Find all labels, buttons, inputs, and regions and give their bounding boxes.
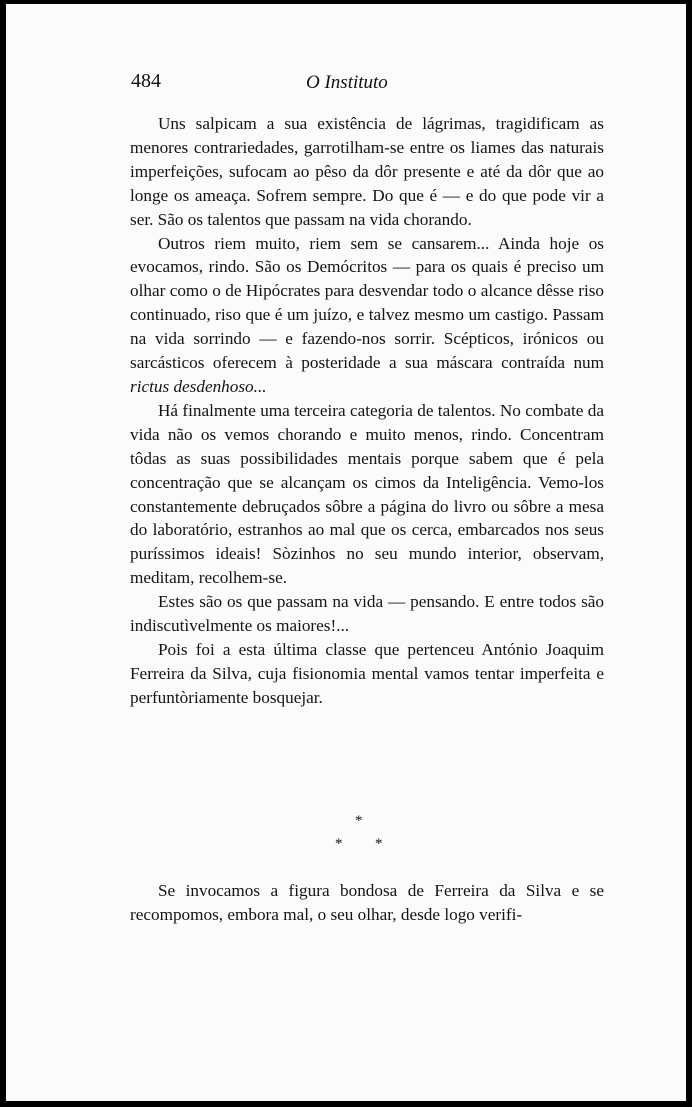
paragraph-5: Pois foi a esta última classe que pertenceu António Joaquim Ferreira da Silva, cuja fisionomia mental vamos tentar imperfeita e perfuntòriamente bosquejar. [130,639,604,707]
asterism-star-right: * [375,836,383,852]
running-title: O Instituto [306,72,388,93]
book-page [6,4,686,1101]
closing-paragraph: Se invocamos a figura bondosa de Ferreira da Silva e se recompomos, embora mal, o seu olhar, desde logo verifi- [130,881,604,924]
paragraph-2 [130,232,604,399]
page-number: 484 [131,70,161,92]
paragraph-2-text: Outros riem muito, riem sem se cansarem... Ainda hoje os evocamos, rindo. São os Demócritos — para os quais é preciso um olhar como o de Hipócrates para desvendar todo o alcance dêsse riso continuado, riso que é um juízo, e talvez mesmo um castigo. Passam na vida sorrindo — e fazendo-nos sorrir. Scépticos, irónicos ou sarcásticos oferecem à posteridade a sua máscara contraída num [130,233,604,373]
main-text-block [130,112,604,710]
section-break-asterism [326,814,396,858]
asterism-star-left: * [335,836,343,852]
asterism-star-top: * [355,813,363,829]
paragraph-4: Estes são os que passam na vida — pensando. E entre todos são indiscutìvelmente os maiores!... [130,592,604,636]
paragraph-3: Há finalmente uma terceira categoria de talentos. No combate da vida não os vemos chorando e muito menos, rindo. Concentram tôdas as suas possibilidades mentais porque sabem que é pela concentração que se alcançam os cimos da Inteligência. Vemo-los constantemente debruçados sôbre a página do livro ou sôbre a mesa do laboratório, estranhos ao mal que os cerca, embarcados nos seus puríssimos ideais! Sòzinhos no seu mundo interior, observam, meditam, recolhem-se. [130,400,604,588]
paragraph-2-italic: rictus desdenhoso... [130,376,267,396]
closing-text-block [130,879,604,927]
paragraph-1: Uns salpicam a sua existência de lágrimas, tragidificam as menores contrariedades, garrotilham-se entre os liames das naturais imperfeições, sufocam ao pêso da dôr presente e até da dôr que ao longe os ameaça. Sofrem sempre. Do que é — e do que pode vir a ser. São os talentos que passam na vida chorando. [130,114,604,229]
